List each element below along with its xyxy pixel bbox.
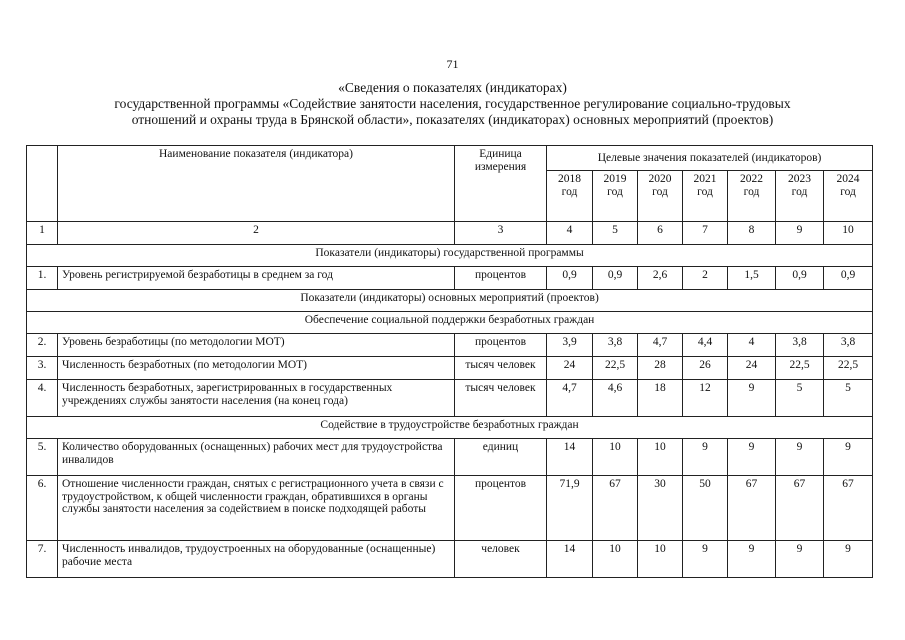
value-cell: 67 bbox=[593, 476, 638, 541]
value-cell: 0,9 bbox=[547, 267, 593, 290]
value-cell: 5 bbox=[776, 380, 824, 417]
indicator-name: Численность инвалидов, трудоустроенных на оборудованные (оснащенные) рабочие места bbox=[58, 541, 455, 578]
column-number-row bbox=[27, 222, 873, 245]
header-year-2019: 2019 год bbox=[593, 171, 638, 222]
value-cell: 10 bbox=[593, 541, 638, 578]
value-cell: 14 bbox=[547, 439, 593, 476]
table-row bbox=[27, 476, 873, 541]
indicators-table bbox=[26, 145, 873, 578]
value-cell: 4,6 bbox=[593, 380, 638, 417]
value-cell: 5 bbox=[824, 380, 873, 417]
header-year-2020: 2020 год bbox=[638, 171, 683, 222]
title-line-2: государственной программы «Содействие занятости населения, государственное регулирование социально-трудовых bbox=[114, 96, 791, 111]
value-cell: 3,8 bbox=[593, 334, 638, 357]
title-line-1: «Сведения о показателях (индикаторах) bbox=[338, 80, 567, 95]
column-number: 1 bbox=[27, 222, 58, 245]
indicator-name: Численность безработных (по методологии МОТ) bbox=[58, 357, 455, 380]
value-cell: 3,9 bbox=[547, 334, 593, 357]
header-year-2021: 2021 год bbox=[683, 171, 728, 222]
header-year-2024: 2024 год bbox=[824, 171, 873, 222]
column-number: 5 bbox=[593, 222, 638, 245]
indicator-name: Численность безработных, зарегистрированных в государственных учреждениях службы занятости населения (на конец года) bbox=[58, 380, 455, 417]
value-cell: 67 bbox=[776, 476, 824, 541]
unit-cell: процентов bbox=[455, 476, 547, 541]
header-year-2022: 2022 год bbox=[728, 171, 776, 222]
value-cell: 2,6 bbox=[638, 267, 683, 290]
value-cell: 22,5 bbox=[824, 357, 873, 380]
value-cell: 67 bbox=[728, 476, 776, 541]
value-cell: 4,7 bbox=[547, 380, 593, 417]
value-cell: 22,5 bbox=[593, 357, 638, 380]
value-cell: 2 bbox=[683, 267, 728, 290]
section-row-main-activities bbox=[27, 290, 873, 312]
section-row-employment bbox=[27, 417, 873, 439]
value-cell: 9 bbox=[683, 541, 728, 578]
table-row bbox=[27, 439, 873, 476]
value-cell: 30 bbox=[638, 476, 683, 541]
section-title: Показатели (индикаторы) государственной программы bbox=[27, 245, 873, 267]
table-row bbox=[27, 380, 873, 417]
column-number: 4 bbox=[547, 222, 593, 245]
title-line-3: отношений и охраны труда в Брянской области», показателях (индикаторах) основных мероприятий (проектов) bbox=[131, 112, 774, 127]
header-year-2023: 2023 год bbox=[776, 171, 824, 222]
value-cell: 9 bbox=[776, 439, 824, 476]
value-cell: 9 bbox=[776, 541, 824, 578]
value-cell: 0,9 bbox=[824, 267, 873, 290]
value-cell: 9 bbox=[728, 439, 776, 476]
row-number: 5. bbox=[27, 439, 58, 476]
value-cell: 71,9 bbox=[547, 476, 593, 541]
value-cell: 0,9 bbox=[593, 267, 638, 290]
column-number: 3 bbox=[455, 222, 547, 245]
value-cell: 12 bbox=[683, 380, 728, 417]
value-cell: 4,7 bbox=[638, 334, 683, 357]
value-cell: 26 bbox=[683, 357, 728, 380]
value-cell: 24 bbox=[547, 357, 593, 380]
value-cell: 10 bbox=[593, 439, 638, 476]
unit-cell: единиц bbox=[455, 439, 547, 476]
row-number: 1. bbox=[27, 267, 58, 290]
section-title: Содействие в трудоустройстве безработных граждан bbox=[27, 417, 873, 439]
header-num-cell bbox=[27, 146, 58, 222]
value-cell: 24 bbox=[728, 357, 776, 380]
indicator-name: Отношение численности граждан, снятых с регистрационного учета в связи с трудоустройством, к общей численности граждан, обратившихся в органы службы занятости населения за содействием в поиске подходящей работы bbox=[58, 476, 455, 541]
value-cell: 28 bbox=[638, 357, 683, 380]
column-number: 10 bbox=[824, 222, 873, 245]
value-cell: 1,5 bbox=[728, 267, 776, 290]
value-cell: 9 bbox=[728, 541, 776, 578]
indicator-name: Уровень регистрируемой безработицы в среднем за год bbox=[58, 267, 455, 290]
table-row bbox=[27, 541, 873, 578]
value-cell: 22,5 bbox=[776, 357, 824, 380]
page-number: 71 bbox=[446, 57, 459, 71]
indicator-name: Количество оборудованных (оснащенных) рабочих мест для трудоустройства инвалидов bbox=[58, 439, 455, 476]
value-cell: 18 bbox=[638, 380, 683, 417]
unit-cell: процентов bbox=[455, 267, 547, 290]
unit-cell: человек bbox=[455, 541, 547, 578]
value-cell: 0,9 bbox=[776, 267, 824, 290]
table-row bbox=[27, 267, 873, 290]
column-number: 6 bbox=[638, 222, 683, 245]
table-row bbox=[27, 334, 873, 357]
header-targets: Целевые значения показателей (индикаторов) bbox=[547, 146, 873, 171]
value-cell: 67 bbox=[824, 476, 873, 541]
section-title: Показатели (индикаторы) основных мероприятий (проектов) bbox=[27, 290, 873, 312]
value-cell: 10 bbox=[638, 541, 683, 578]
section-row-program bbox=[27, 245, 873, 267]
unit-cell: тысяч человек bbox=[455, 357, 547, 380]
document-title bbox=[50, 80, 855, 128]
column-number: 9 bbox=[776, 222, 824, 245]
section-title: Обеспечение социальной поддержки безработных граждан bbox=[27, 312, 873, 334]
unit-cell: процентов bbox=[455, 334, 547, 357]
column-number: 7 bbox=[683, 222, 728, 245]
value-cell: 4,4 bbox=[683, 334, 728, 357]
row-number: 3. bbox=[27, 357, 58, 380]
row-number: 4. bbox=[27, 380, 58, 417]
unit-cell: тысяч человек bbox=[455, 380, 547, 417]
value-cell: 10 bbox=[638, 439, 683, 476]
value-cell: 9 bbox=[683, 439, 728, 476]
value-cell: 50 bbox=[683, 476, 728, 541]
value-cell: 9 bbox=[824, 439, 873, 476]
header-row-1 bbox=[27, 146, 873, 171]
value-cell: 3,8 bbox=[776, 334, 824, 357]
section-row-social-support bbox=[27, 312, 873, 334]
row-number: 6. bbox=[27, 476, 58, 541]
value-cell: 9 bbox=[728, 380, 776, 417]
column-number: 8 bbox=[728, 222, 776, 245]
column-number: 2 bbox=[58, 222, 455, 245]
indicator-name: Уровень безработицы (по методологии МОТ) bbox=[58, 334, 455, 357]
value-cell: 3,8 bbox=[824, 334, 873, 357]
row-number: 7. bbox=[27, 541, 58, 578]
row-number: 2. bbox=[27, 334, 58, 357]
value-cell: 4 bbox=[728, 334, 776, 357]
header-name: Наименование показателя (индикатора) bbox=[58, 146, 455, 222]
table-row bbox=[27, 357, 873, 380]
value-cell: 14 bbox=[547, 541, 593, 578]
header-year-2018: 2018 год bbox=[547, 171, 593, 222]
header-unit: Единица измерения bbox=[455, 146, 547, 222]
value-cell: 9 bbox=[824, 541, 873, 578]
